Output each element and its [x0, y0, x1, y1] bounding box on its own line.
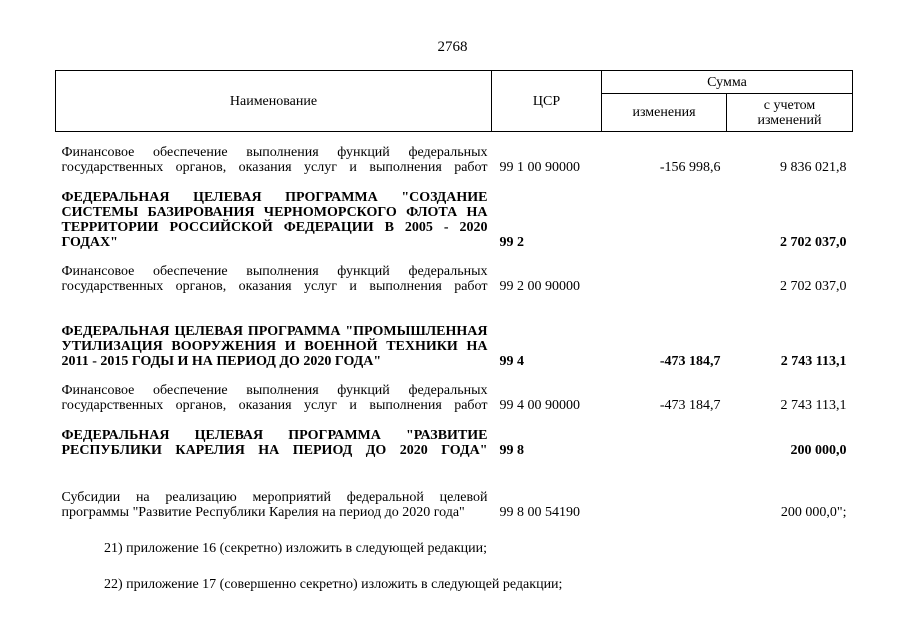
row-total: 200 000,0"; [780, 504, 847, 520]
row-change: -156 998,6 [659, 159, 721, 175]
row-total: 2 743 113,1 [780, 353, 847, 369]
header-name: Наименование [56, 71, 492, 132]
row-csr: 99 2 [499, 234, 524, 250]
row-total: 2 702 037,0 [780, 234, 847, 250]
row-change: -473 184,7 [659, 353, 721, 369]
paragraph-appendix-16: 21) приложение 16 (секретно) изложить в следующей редакции; [104, 541, 488, 556]
table-row [56, 458, 853, 520]
header-with-change-line2: изменений [757, 112, 822, 128]
table-header [56, 71, 853, 132]
row-change [602, 458, 727, 520]
row-name: Субсидии на реализацию мероприятий федеральной целевой программы "Развитие Республики Карелия на период до 2020 года" [61, 489, 488, 520]
header-sum: Сумма [602, 71, 853, 94]
header-with-change [727, 94, 853, 132]
row-csr: 99 4 [499, 353, 524, 369]
row-total: 200 000,0 [790, 442, 847, 458]
row-name: ФЕДЕРАЛЬНАЯ ЦЕЛЕВАЯ ПРОГРАММА "РАЗВИТИЕ РЕСПУБЛИКИ КАРЕЛИЯ НА ПЕРИОД ДО 2020 ГОДА" [61, 427, 488, 458]
table-row [56, 132, 853, 175]
row-csr: 99 1 00 90000 [499, 159, 580, 175]
row-csr: 99 8 [499, 442, 524, 458]
row-change [602, 175, 727, 250]
header-csr: ЦСР [492, 71, 602, 132]
table-row [56, 175, 853, 250]
table-row [56, 294, 853, 369]
row-csr: 99 2 00 90000 [499, 278, 580, 294]
row-csr: 99 8 00 54190 [499, 504, 580, 520]
row-total: 2 743 113,1 [780, 397, 847, 413]
paragraph-appendix-17: 22) приложение 17 (совершенно секретно) изложить в следующей редакции; [104, 577, 563, 592]
row-change [602, 413, 727, 458]
row-csr: 99 4 00 90000 [499, 397, 580, 413]
row-change [602, 250, 727, 294]
row-name: ФЕДЕРАЛЬНАЯ ЦЕЛЕВАЯ ПРОГРАММА "СОЗДАНИЕ СИСТЕМЫ БАЗИРОВАНИЯ ЧЕРНОМОРСКОГО ФЛОТА НА ТЕРРИТОРИИ РОССИЙСКОЙ ФЕДЕРАЦИИ В 2005 - 2020 ГОДАХ" [61, 189, 488, 250]
row-name: Финансовое обеспечение выполнения функций федеральных государственных органов, оказания услуг и выполнения работ [61, 263, 488, 294]
row-total: 2 702 037,0 [780, 278, 847, 294]
row-total: 9 836 021,8 [780, 159, 847, 175]
row-name: Финансовое обеспечение выполнения функций федеральных государственных органов, оказания услуг и выполнения работ [61, 144, 488, 175]
row-change: -473 184,7 [659, 397, 721, 413]
page-number: 2768 [437, 39, 468, 55]
table-row [56, 250, 853, 294]
header-with-change-line1: с учетом [763, 97, 816, 113]
table-row [56, 413, 853, 458]
table-row [56, 369, 853, 413]
header-change: изменения [602, 94, 727, 132]
budget-table [55, 70, 853, 520]
row-name: Финансовое обеспечение выполнения функций федеральных государственных органов, оказания услуг и выполнения работ [61, 382, 488, 413]
row-name: ФЕДЕРАЛЬНАЯ ЦЕЛЕВАЯ ПРОГРАММА "ПРОМЫШЛЕННАЯ УТИЛИЗАЦИЯ ВООРУЖЕНИЯ И ВОЕННОЙ ТЕХНИКИ НА 2011 - 2015 ГОДЫ И НА ПЕРИОД ДО 2020 ГОДА" [61, 323, 488, 369]
